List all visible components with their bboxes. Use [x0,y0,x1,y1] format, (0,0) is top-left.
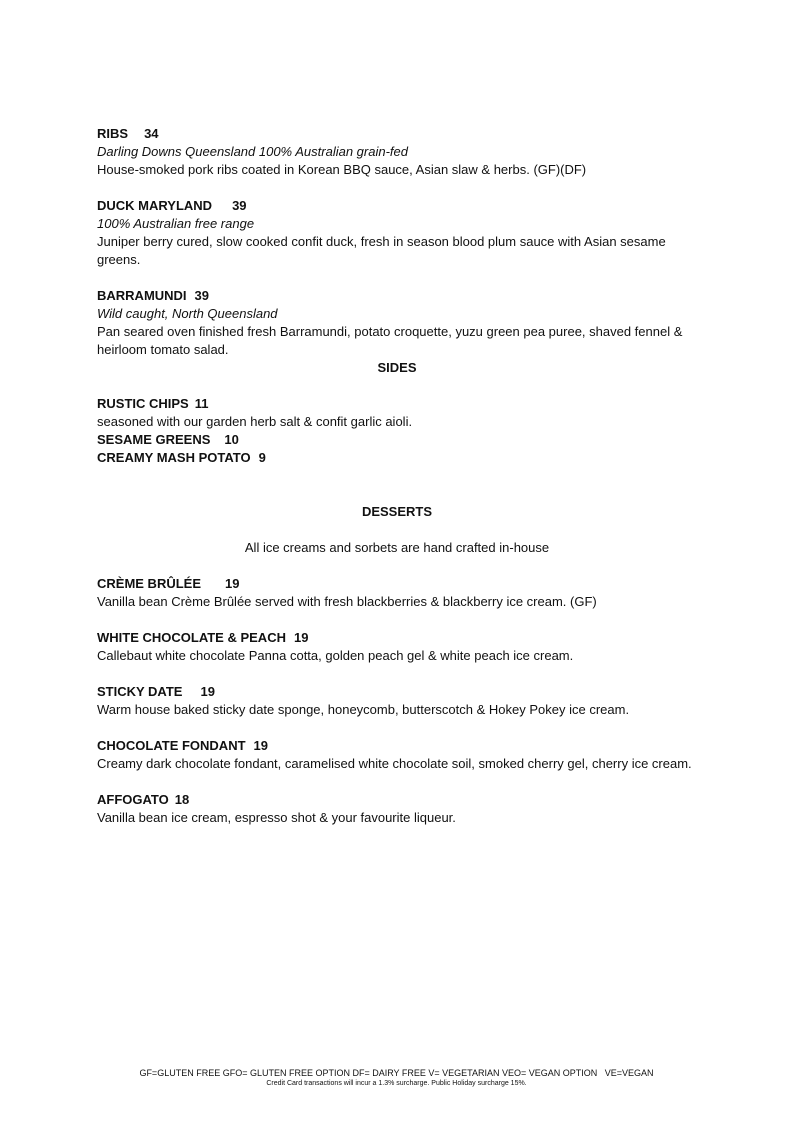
dessert-item-creme-brulee [97,575,697,611]
surcharge-note: Credit Card transactions will incur a 1.3% surcharge. Public Holiday surcharge 15%. [266,1080,527,1087]
item-origin: 100% Australian free range [97,216,255,231]
menu-item-barramundi [97,287,697,359]
item-name: DUCK MARYLAND [97,198,213,213]
item-price: 19 [253,738,268,753]
menu-footer [0,1068,793,1088]
item-description: Vanilla bean Crème Brûlée served with fresh blackberries & blackberry ice cream. (GF) [97,594,597,609]
item-name: AFFOGATO [97,792,169,807]
item-description: Pan seared oven finished fresh Barramundi, potato croquette, yuzu green pea puree, shaved fennel & heirloom tomato salad. [97,324,683,357]
item-price: 19 [293,630,309,645]
item-description: seasoned with our garden herb salt & confit garlic aioli. [97,414,413,429]
item-description: Creamy dark chocolate fondant, caramelised white chocolate soil, smoked cherry gel, cherry ice cream. [97,756,692,771]
desserts-intro: All ice creams and sorbets are hand crafted in-house [244,540,550,555]
item-price: 39 [194,288,210,303]
side-item-creamy-mash [97,449,697,467]
item-name: RIBS [97,126,129,141]
desserts-heading: DESSERTS [361,504,433,519]
item-origin: Darling Downs Queensland 100% Australian grain-fed [97,144,408,159]
item-description: Warm house baked sticky date sponge, honeycomb, butterscotch & Hokey Pokey ice cream. [97,702,630,717]
item-price: 34 [144,126,159,141]
item-name: BARRAMUNDI [97,288,187,303]
item-name: STICKY DATE [97,684,183,699]
dietary-legend: GF=GLUTEN FREE GFO= GLUTEN FREE OPTION DF= DAIRY FREE V= VEGETARIAN VEO= VEGAN OPTION VE=VEGAN [139,1068,654,1078]
menu-page [97,125,697,827]
item-origin: Wild caught, North Queensland [97,306,278,321]
menu-item-ribs [97,125,697,179]
item-name: WHITE CHOCOLATE & PEACH [97,630,286,645]
item-description: Callebaut white chocolate Panna cotta, golden peach gel & white peach ice cream. [97,648,574,663]
item-description: Juniper berry cured, slow cooked confit duck, fresh in season blood plum sauce with Asian sesame greens. [97,234,666,267]
side-item-sesame-greens [97,431,697,449]
dessert-item-sticky-date [97,683,697,719]
dessert-item-white-chocolate-peach [97,629,697,665]
item-price: 10 [224,432,239,447]
item-price: 11 [194,396,209,411]
dessert-item-affogato [97,791,697,827]
dessert-item-chocolate-fondant [97,737,697,773]
item-name: CRÈME BRÛLÉE [97,576,202,591]
item-description: Vanilla bean ice cream, espresso shot & your favourite liqueur. [97,810,456,825]
item-price: 19 [225,576,240,591]
item-name: SESAME GREENS [97,432,211,447]
item-price: 19 [200,684,215,699]
item-price: 9 [258,450,266,465]
side-item-rustic-chips [97,395,697,431]
item-price: 18 [174,792,190,807]
item-price: 39 [232,198,247,213]
sides-heading: SIDES [377,360,417,375]
item-name: RUSTIC CHIPS [97,396,189,411]
item-description: House-smoked pork ribs coated in Korean BBQ sauce, Asian slaw & herbs. (GF)(DF) [97,162,587,177]
menu-item-duck-maryland [97,197,697,269]
item-name: CHOCOLATE FONDANT [97,738,246,753]
item-name: CREAMY MASH POTATO [97,450,251,465]
